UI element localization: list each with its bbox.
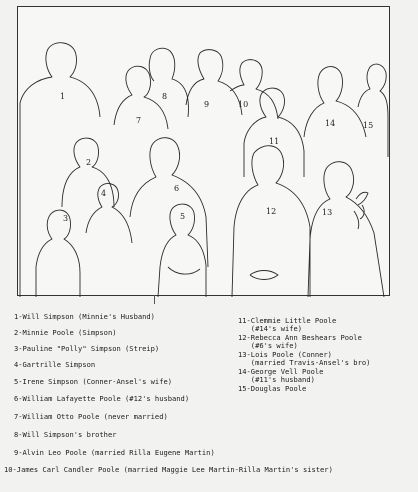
figure-outline-10: [230, 60, 278, 119]
flower-bouquet: [354, 192, 368, 229]
figure-outline-11: [244, 88, 304, 177]
figure-number-8: 8: [162, 92, 168, 101]
figure-number-13: 13: [322, 208, 333, 217]
legend-entry-14-note: (#11's husband): [238, 375, 315, 384]
legend-entry-10: 10-James Carl Candler Poole (married Maggie Lee Martin-Rilla Martin's sister): [4, 465, 333, 474]
figure-outline-9: [186, 50, 242, 115]
figure-number-14: 14: [325, 119, 336, 128]
figure-outline-13: [308, 162, 384, 297]
figure-outline-6: [130, 138, 208, 267]
legend-entry-12-note: (#6's wife): [238, 341, 298, 350]
figure-outline-15: [358, 64, 388, 157]
legend-entry-14: 14-George Vell Poole: [238, 367, 324, 376]
legend-entry-11-note: (#14's wife): [238, 324, 303, 333]
silhouette-drawing: [18, 7, 391, 297]
legend-entry-2: 2-Minnie Poole (Simpson): [14, 328, 117, 337]
legend-entry-5: 5-Irene Simpson (Conner-Ansel's wife): [14, 377, 173, 386]
legend-right-column: [238, 316, 371, 405]
legend-entry-6: 6-William Lafayette Poole (#12's husband): [14, 394, 190, 403]
figure-number-15: 15: [363, 121, 374, 130]
legend-entry-3: 3-Pauline "Polly" Simpson (Streip): [14, 344, 160, 353]
figure-number-2: 2: [86, 158, 92, 167]
figure-number-6: 6: [174, 184, 180, 193]
legend-entry-13: 13-Lois Poole (Conner): [238, 350, 332, 359]
legend-entry-1: 1-Will Simpson (Minnie's Husband): [14, 312, 155, 321]
figure-number-12: 12: [266, 207, 277, 216]
legend-entry-9: 9-Alvin Leo Poole (married Rilla Eugene Martin): [14, 448, 215, 457]
legend-entry-11: 11-Clemmie Little Poole: [238, 316, 337, 325]
figure-number-7: 7: [136, 116, 142, 125]
figure-number-10: 10: [238, 100, 249, 109]
figure-number-5: 5: [180, 212, 186, 221]
clasped-hands: [250, 271, 278, 280]
figure-number-1: 1: [60, 92, 66, 101]
legend-entry-12: 12-Rebecca Ann Beshears Poole: [238, 333, 362, 342]
figure-outline-1: [20, 43, 100, 297]
figure-number-9: 9: [204, 100, 210, 109]
figure-outline-2: [62, 138, 114, 207]
legend-entry-4: 4-Gartrille Simpson: [14, 360, 96, 369]
legend-entry-13-note: (married Travis-Ansel's bro): [238, 358, 371, 367]
legend-entry-15: 15-Douglas Poole: [238, 384, 307, 393]
legend-entry-7: 7-William Otto Poole (never married): [14, 412, 168, 421]
figure-number-11: 11: [269, 137, 280, 146]
figure-outline-3: [36, 210, 80, 297]
figure-outline-4: [86, 184, 132, 243]
figure-number-4: 4: [101, 189, 107, 198]
frame-tick-mark: [154, 295, 155, 304]
legend-entry-8: 8-Will Simpson's brother: [14, 430, 117, 439]
silhouette-figure: [17, 6, 390, 296]
figure-number-3: 3: [63, 214, 69, 223]
figure-outline-8: [149, 48, 188, 117]
